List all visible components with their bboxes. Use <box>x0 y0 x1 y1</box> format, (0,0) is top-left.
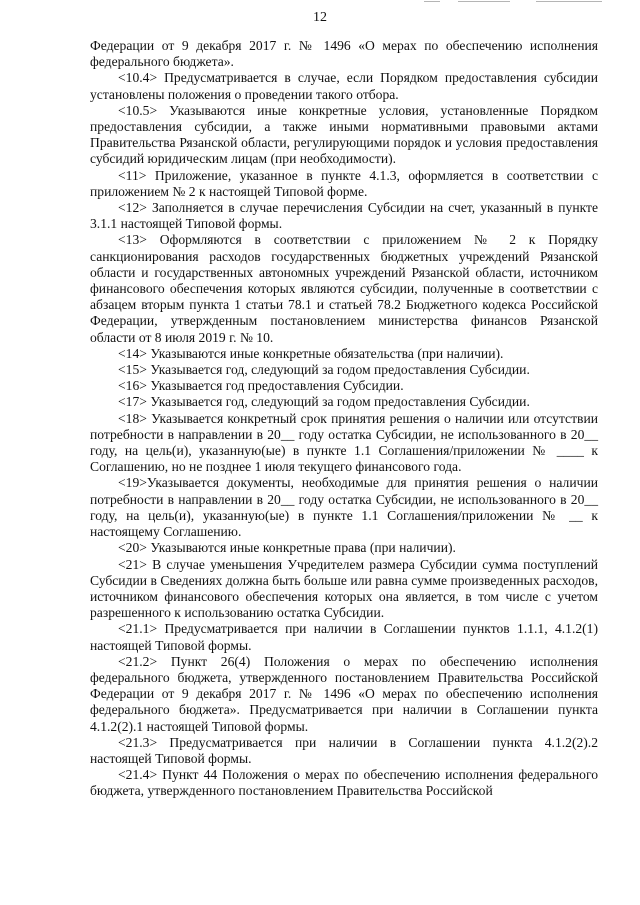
footnote-21-1: <21.1> Предусматривается при наличии в Соглашении пунктов 1.1.1, 4.1.2(1) настоящей Типовой формы. <box>90 621 598 653</box>
footnote-20: <20> Указываются иные конкретные права (при наличии). <box>118 540 456 556</box>
footnote-21-3: <21.3> Предусматривается при наличии в Соглашении пункта 4.1.2(2).2 настоящей Типовой формы. <box>90 734 598 766</box>
footnote-16: <16> Указывается год предоставления Субсидии. <box>118 378 404 394</box>
footnote-21-4: <21.4> Пункт 44 Положения о мерах по обеспечению исполнения федерального бюджета, утвержденного постановлением Правительства Российской <box>90 767 598 799</box>
footnote-14: <14> Указываются иные конкретные обязательства (при наличии). <box>118 345 504 361</box>
footnote-17: <17> Указывается год, следующий за годом предоставления Субсидии. <box>118 394 530 410</box>
footnote-10-4: <10.4> Предусматривается в случае, если Порядком предоставления субсидии установлены положения о проведении такого отбора. <box>90 70 598 102</box>
scan-edge-marks <box>424 0 614 4</box>
footnote-21-2: <21.2> Пункт 26(4) Положения о мерах по обеспечению исполнения федерального бюджета, утвержденного постановлением Правительства Российской Федерации от 9 декабря 2017 г. № 1496 «О мерах по обеспечению исполнения федерального бюджета». Предусматривается при наличии в Соглашении пункта 4.1.2(2).1 настоящей Типовой формы. <box>90 653 598 734</box>
footnote-10-5: <10.5> Указываются иные конкретные условия, установленные Порядком предоставления субсидии, а также иными нормативными правовыми актами Правительства Рязанской области, регулирующими порядок и условия предоставления субсидий юридическим лицам (при необходимости). <box>90 102 598 167</box>
footnote-21: <21> В случае уменьшения Учредителем размера Субсидии сумма поступлений Субсидии в Сведениях должна быть больше или равна сумме произведенных расходов, источником финансового обеспечения которых она является, в том числе с учетом разрешенного к использованию остатка Субсидии. <box>90 556 598 621</box>
footnote-19: <19>Указывается документы, необходимые для принятия решения о наличии потребности в направлении в 20__ году остатка Субсидии, не использованного в 20__ году, на цель(и), указанную(ые) в пункте 1.1 Соглашения/приложении № __ к настоящему Соглашению. <box>90 475 598 540</box>
footnote-11: <11> Приложение, указанное в пункте 4.1.3, оформляется в соответствии с приложением № 2 к настоящей Типовой форме. <box>90 167 598 199</box>
footnote-12: <12> Заполняется в случае перечисления Субсидии на счет, указанный в пункте 3.1.1 настоящей Типовой формы. <box>90 200 598 232</box>
footnote-15: <15> Указывается год, следующий за годом предоставления Субсидии. <box>118 362 530 378</box>
paragraph-continuation: Федерации от 9 декабря 2017 г. № 1496 «О мерах по обеспечению исполнения федерального бюджета». <box>90 38 598 70</box>
footnote-13: <13> Оформляются в соответствии с приложением № 2 к Порядку санкционирования расходов государственных бюджетных учреждений Рязанской области и государственных автономных учреждений Рязанской области, источником финансового обеспечения которых являются субсидии, полученные в соответствии с абзацем вторым пункта 1 статьи 78.1 и статьей 78.2 Бюджетного кодекса Российской Федерации, утвержденным постановлением министерства финансов Рязанской области от 8 июля 2019 г. № 10. <box>90 232 598 345</box>
page-number: 12 <box>313 10 327 25</box>
document-body <box>90 38 598 800</box>
footnote-18: <18> Указывается конкретный срок принятия решения о наличии или отсутствии потребности в направлении в 20__ году остатка Субсидии, не использованного в 20__ году, на цель(и), указанную(ые) в пункте 1.1 Соглашения/приложении № ____ к Соглашению, но не позднее 1 июля текущего финансового года. <box>90 410 598 475</box>
